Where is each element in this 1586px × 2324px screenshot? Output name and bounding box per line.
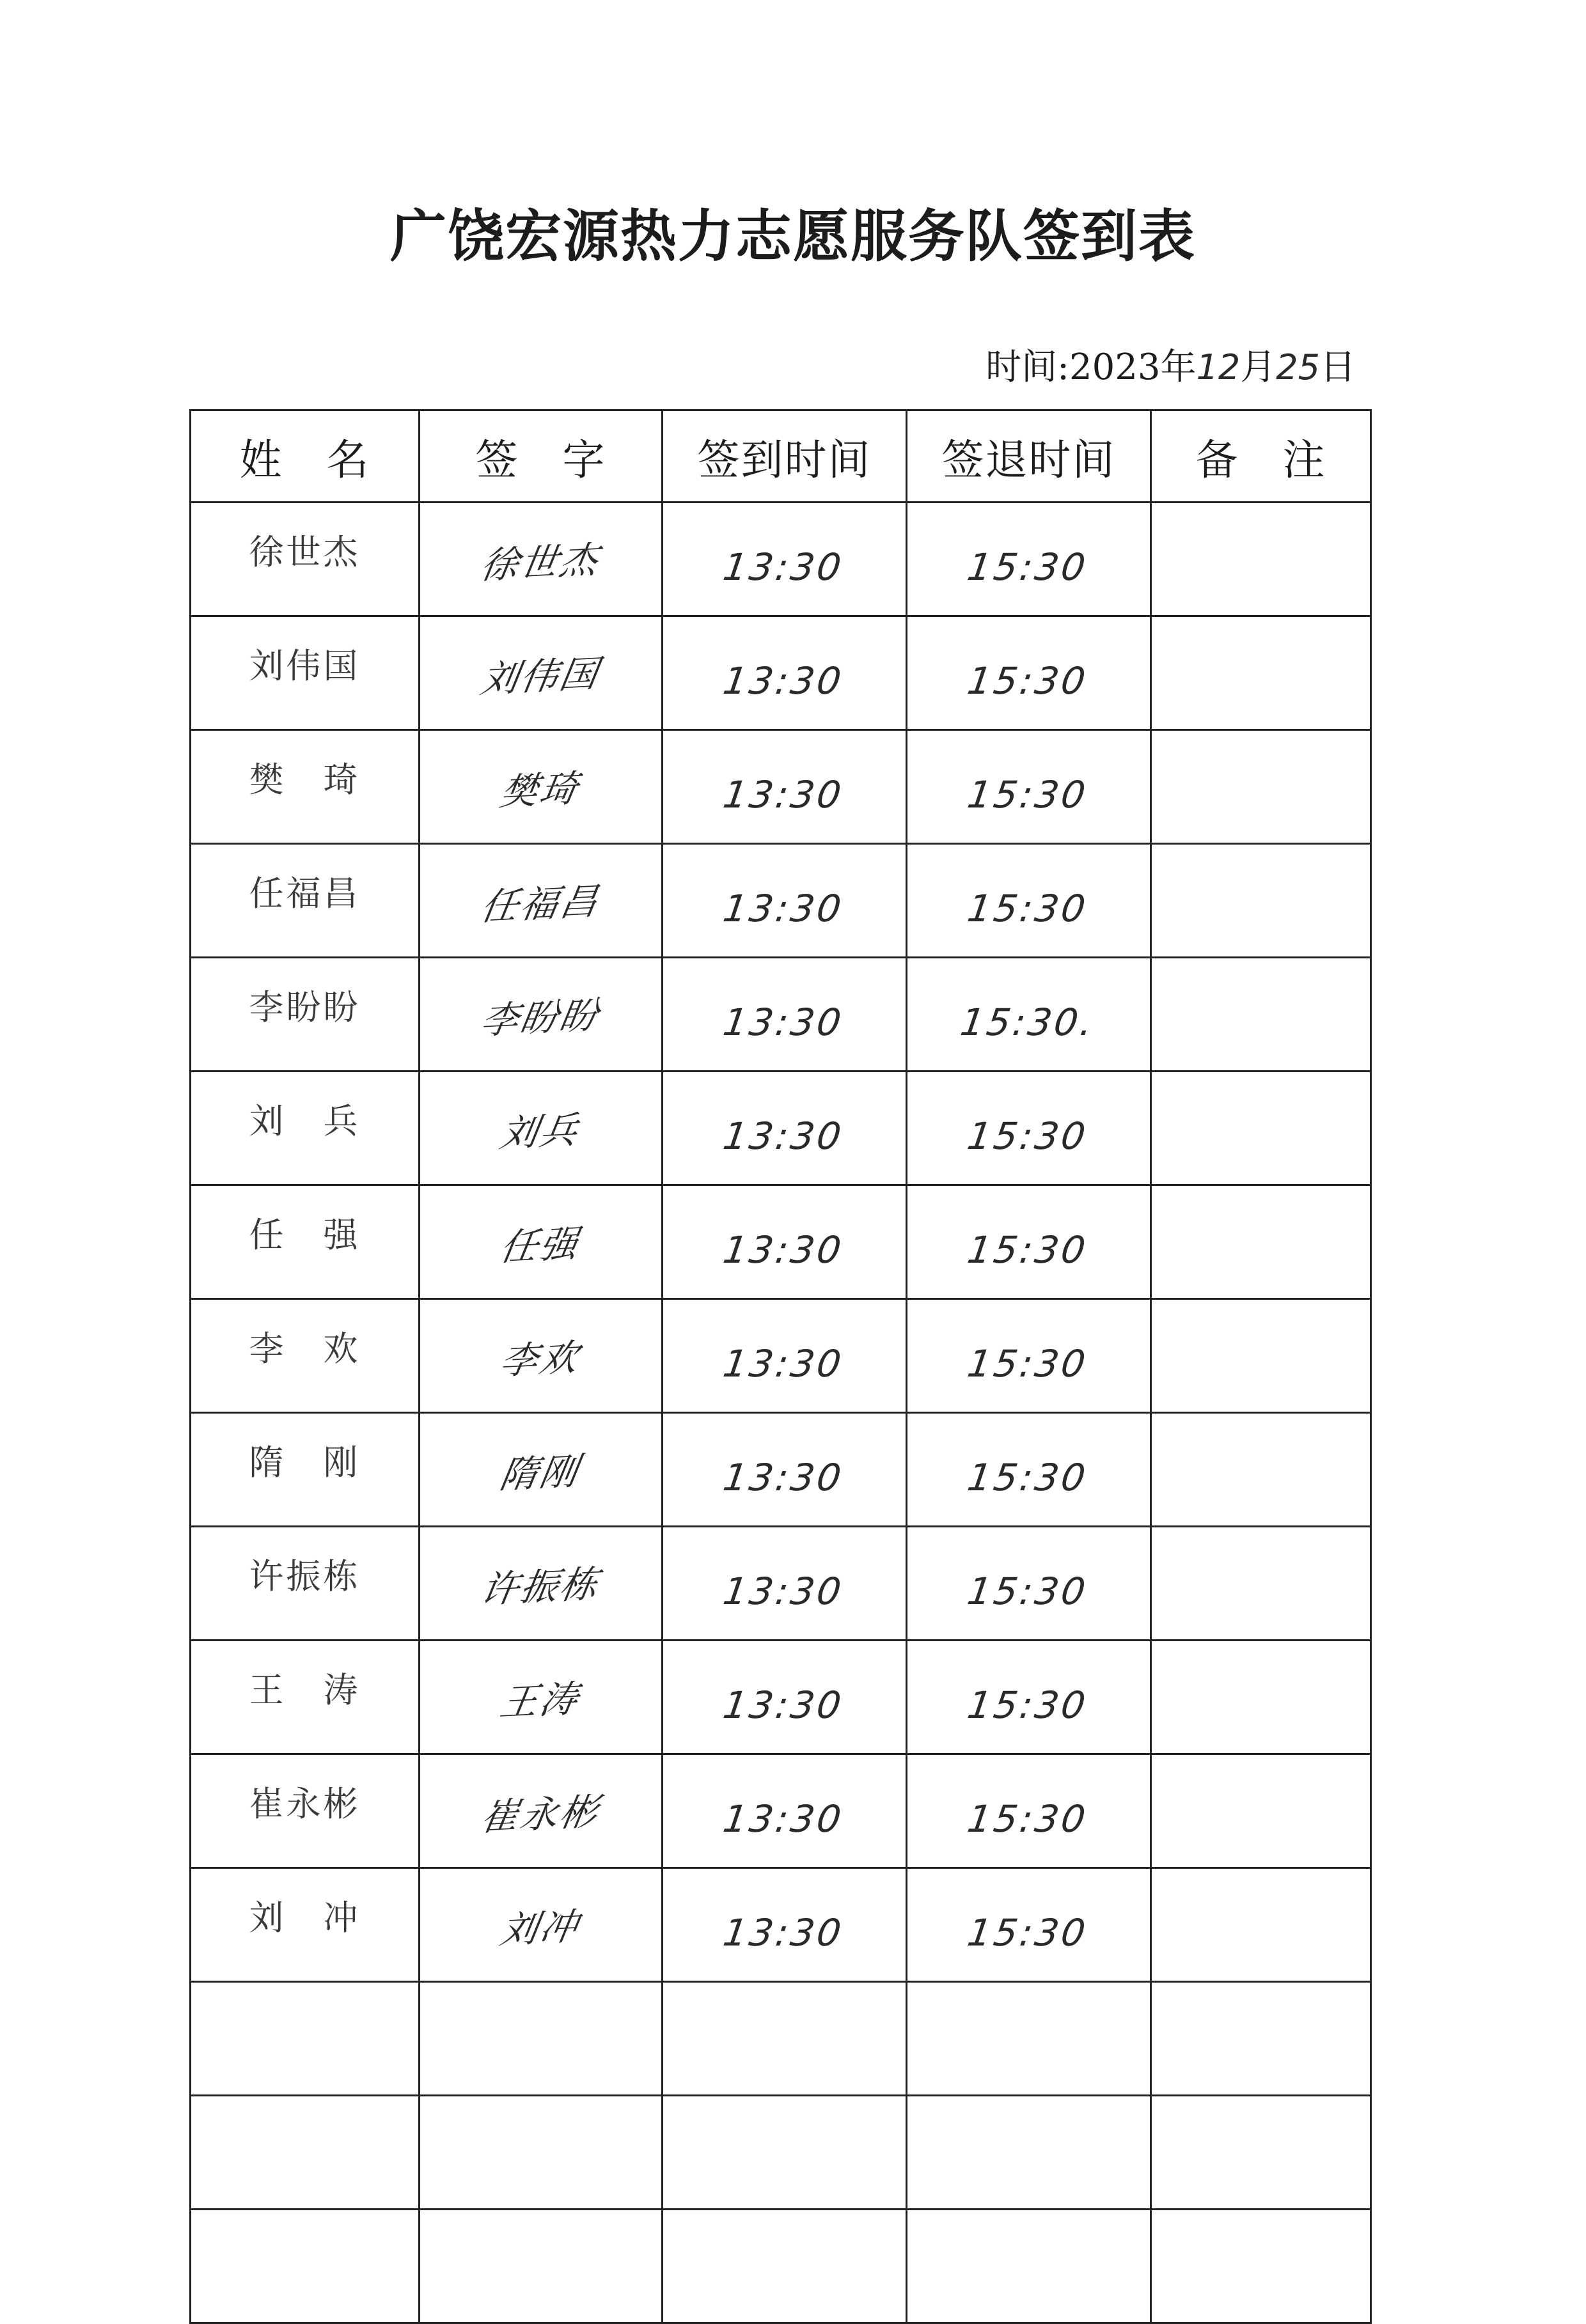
header-note: 备 注: [1151, 410, 1371, 503]
handwritten-signature: 李欢: [497, 1335, 583, 1383]
sign-in-time-cell: [663, 958, 907, 1072]
note-cell: [1151, 1299, 1371, 1413]
header-sign-in-time: 签到时间: [663, 410, 907, 503]
handwritten-signature: 崔永彬: [477, 1789, 603, 1839]
sign-in-time-cell: [663, 1982, 907, 2096]
signature-cell: [420, 844, 663, 958]
table-row: [191, 1754, 1371, 1868]
sign-out-time-cell: [907, 1185, 1151, 1299]
signature-cell: [420, 958, 663, 1072]
signature-cell: [420, 730, 663, 844]
sign-in-time-cell: [663, 616, 907, 730]
sign-in-time-cell: [663, 1185, 907, 1299]
signature-cell: [420, 616, 663, 730]
note-cell: [1151, 958, 1371, 1072]
name-cell: 徐世杰: [191, 503, 420, 616]
table-row: [191, 2210, 1371, 2323]
signature-cell: [420, 503, 663, 616]
table-row: [191, 1072, 1371, 1185]
header-signature: 签 字: [420, 410, 663, 503]
note-cell: [1151, 1982, 1371, 2096]
sign-out-time: 15:30: [964, 1910, 1091, 1954]
table-row: [191, 2096, 1371, 2210]
document-title: 广饶宏源热力志愿服务队签到表: [389, 203, 1196, 269]
note-cell: [1151, 844, 1371, 958]
name-cell: [191, 1982, 420, 2096]
sign-out-time: 15:30: [964, 1797, 1091, 1841]
note-cell: [1151, 1868, 1371, 1982]
name-cell: 刘 冲: [191, 1868, 420, 1982]
header-name: 姓 名: [191, 410, 420, 503]
sign-in-time-cell: [663, 1072, 907, 1185]
sign-out-time: 15:30: [964, 1228, 1091, 1272]
note-cell: [1151, 2210, 1371, 2323]
header-row: [191, 410, 1371, 503]
note-cell: [1151, 1754, 1371, 1868]
sign-out-time-cell: [907, 1982, 1151, 2096]
note-cell: [1151, 616, 1371, 730]
handwritten-signature: 许振栋: [477, 1561, 603, 1612]
sign-in-time: 13:30: [720, 1114, 847, 1158]
name-cell: 崔永彬: [191, 1754, 420, 1868]
sign-out-time: 15:30: [964, 659, 1091, 703]
header-sign-out-time: 签退时间: [907, 410, 1151, 503]
sign-in-time-cell: [663, 844, 907, 958]
signature-cell: [420, 1413, 663, 1527]
name-cell: 任 强: [191, 1185, 420, 1299]
signature-cell: [420, 1299, 663, 1413]
sign-out-time: 15:30: [964, 772, 1091, 816]
handwritten-signature: 隋刚: [497, 1449, 583, 1497]
sign-out-time-cell: [907, 1072, 1151, 1185]
sign-in-time: 13:30: [720, 545, 847, 589]
handwritten-signature: 刘伟国: [477, 651, 603, 701]
sign-in-time-cell: [663, 1527, 907, 1641]
sign-in-time-cell: [663, 1868, 907, 1982]
sign-out-time: 15:30: [964, 545, 1091, 589]
signature-cell: [420, 1754, 663, 1868]
date-label: 时间:2023年: [985, 347, 1197, 388]
date-month: 12: [1196, 347, 1241, 387]
sign-in-time-cell: [663, 730, 907, 844]
table-row: [191, 1185, 1371, 1299]
sign-in-time-cell: [663, 1754, 907, 1868]
note-cell: [1151, 730, 1371, 844]
table-row: [191, 503, 1371, 616]
sign-in-time: 13:30: [720, 659, 847, 703]
note-cell: [1151, 1641, 1371, 1754]
name-cell: 王 涛: [191, 1641, 420, 1754]
table-row: [191, 1299, 1371, 1413]
note-cell: [1151, 1413, 1371, 1527]
sign-in-time-cell: [663, 503, 907, 616]
signature-cell: [420, 1527, 663, 1641]
sign-out-time-cell: [907, 1641, 1151, 1754]
sign-in-time: 13:30: [720, 1341, 847, 1385]
sign-out-time-cell: [907, 844, 1151, 958]
sign-in-time: 13:30: [720, 772, 847, 816]
signature-cell: [420, 2096, 663, 2210]
sign-in-time: 13:30: [720, 1228, 847, 1272]
handwritten-signature: 任强: [497, 1221, 583, 1269]
handwritten-signature: 李盼盼: [477, 992, 603, 1043]
signature-cell: [420, 1641, 663, 1754]
sign-out-time: 15:30: [964, 1455, 1091, 1499]
note-cell: [1151, 2096, 1371, 2210]
name-cell: 李 欢: [191, 1299, 420, 1413]
sign-out-time-cell: [907, 1527, 1151, 1641]
table-row: [191, 1413, 1371, 1527]
note-cell: [1151, 1185, 1371, 1299]
sign-in-time: 13:30: [720, 1910, 847, 1954]
sign-out-time: [1028, 2264, 1030, 2279]
handwritten-signature: 任福昌: [477, 878, 603, 929]
signature-cell: [420, 1185, 663, 1299]
signin-table: [189, 409, 1372, 2324]
sign-out-time-cell: [907, 2096, 1151, 2210]
sign-out-time-cell: [907, 1413, 1151, 1527]
name-cell: [191, 2210, 420, 2323]
sign-out-time-cell: [907, 958, 1151, 1072]
sign-out-time: 15:30: [964, 886, 1091, 930]
sign-in-time-cell: [663, 1641, 907, 1754]
name-cell: 刘 兵: [191, 1072, 420, 1185]
sign-in-time: 13:30: [720, 1000, 847, 1044]
handwritten-signature: 王涛: [497, 1676, 583, 1724]
name-cell: 许振栋: [191, 1527, 420, 1641]
handwritten-signature: 刘冲: [497, 1904, 583, 1952]
table-row: [191, 844, 1371, 958]
handwritten-signature: 徐世杰: [477, 537, 603, 588]
date-day: 25: [1276, 347, 1320, 387]
table-row: [191, 616, 1371, 730]
sign-out-time: 15:30: [964, 1341, 1091, 1385]
sign-out-time-cell: [907, 2210, 1151, 2323]
sign-out-time-cell: [907, 616, 1151, 730]
sign-out-time-cell: [907, 730, 1151, 844]
sign-in-time: 13:30: [720, 1569, 847, 1613]
signature-cell: [420, 1072, 663, 1185]
sign-out-time: [1028, 2036, 1030, 2052]
signature-cell: [420, 2210, 663, 2323]
table-row: [191, 730, 1371, 844]
signature-cell: [420, 1868, 663, 1982]
note-cell: [1151, 1072, 1371, 1185]
sign-in-time-cell: [663, 1413, 907, 1527]
table-row: [191, 1527, 1371, 1641]
sign-out-time-cell: [907, 1868, 1151, 1982]
note-cell: [1151, 503, 1371, 616]
name-cell: 任福昌: [191, 844, 420, 958]
name-cell: 刘伟国: [191, 616, 420, 730]
name-cell: 李盼盼: [191, 958, 420, 1072]
sign-in-time: 13:30: [720, 886, 847, 930]
sign-in-time: 13:30: [720, 1797, 847, 1841]
sign-out-time: 15:30: [964, 1683, 1091, 1727]
date-line: [985, 339, 1356, 390]
name-cell: 隋 刚: [191, 1413, 420, 1527]
sign-in-time-cell: [663, 1299, 907, 1413]
sign-in-time: 13:30: [720, 1683, 847, 1727]
name-cell: [191, 2096, 420, 2210]
sign-out-time: [1028, 2150, 1030, 2165]
sign-out-time: 15:30: [964, 1569, 1091, 1613]
sign-in-time: 13:30: [720, 1455, 847, 1499]
table-row: [191, 1641, 1371, 1754]
sign-in-time: [783, 2036, 785, 2052]
sign-in-time-cell: [663, 2210, 907, 2323]
sign-out-time-cell: [907, 503, 1151, 616]
table-row: [191, 958, 1371, 1072]
name-cell: 樊 琦: [191, 730, 420, 844]
sign-out-time: 15:30: [964, 1114, 1091, 1158]
signature-cell: [420, 1982, 663, 2096]
sign-in-time-cell: [663, 2096, 907, 2210]
note-cell: [1151, 1527, 1371, 1641]
table-row: [191, 1868, 1371, 1982]
sign-out-time-cell: [907, 1299, 1151, 1413]
table-row: [191, 1982, 1371, 2096]
handwritten-signature: 刘兵: [497, 1107, 583, 1155]
handwritten-signature: 樊琦: [497, 766, 583, 814]
table-body: [191, 503, 1371, 2323]
sign-in-time: [783, 2264, 785, 2279]
sign-out-time: 15:30.: [957, 1000, 1098, 1044]
sign-out-time-cell: [907, 1754, 1151, 1868]
date-day-unit: 日: [1320, 347, 1356, 388]
sign-in-time: [783, 2150, 785, 2165]
date-month-unit: 月: [1240, 347, 1276, 388]
